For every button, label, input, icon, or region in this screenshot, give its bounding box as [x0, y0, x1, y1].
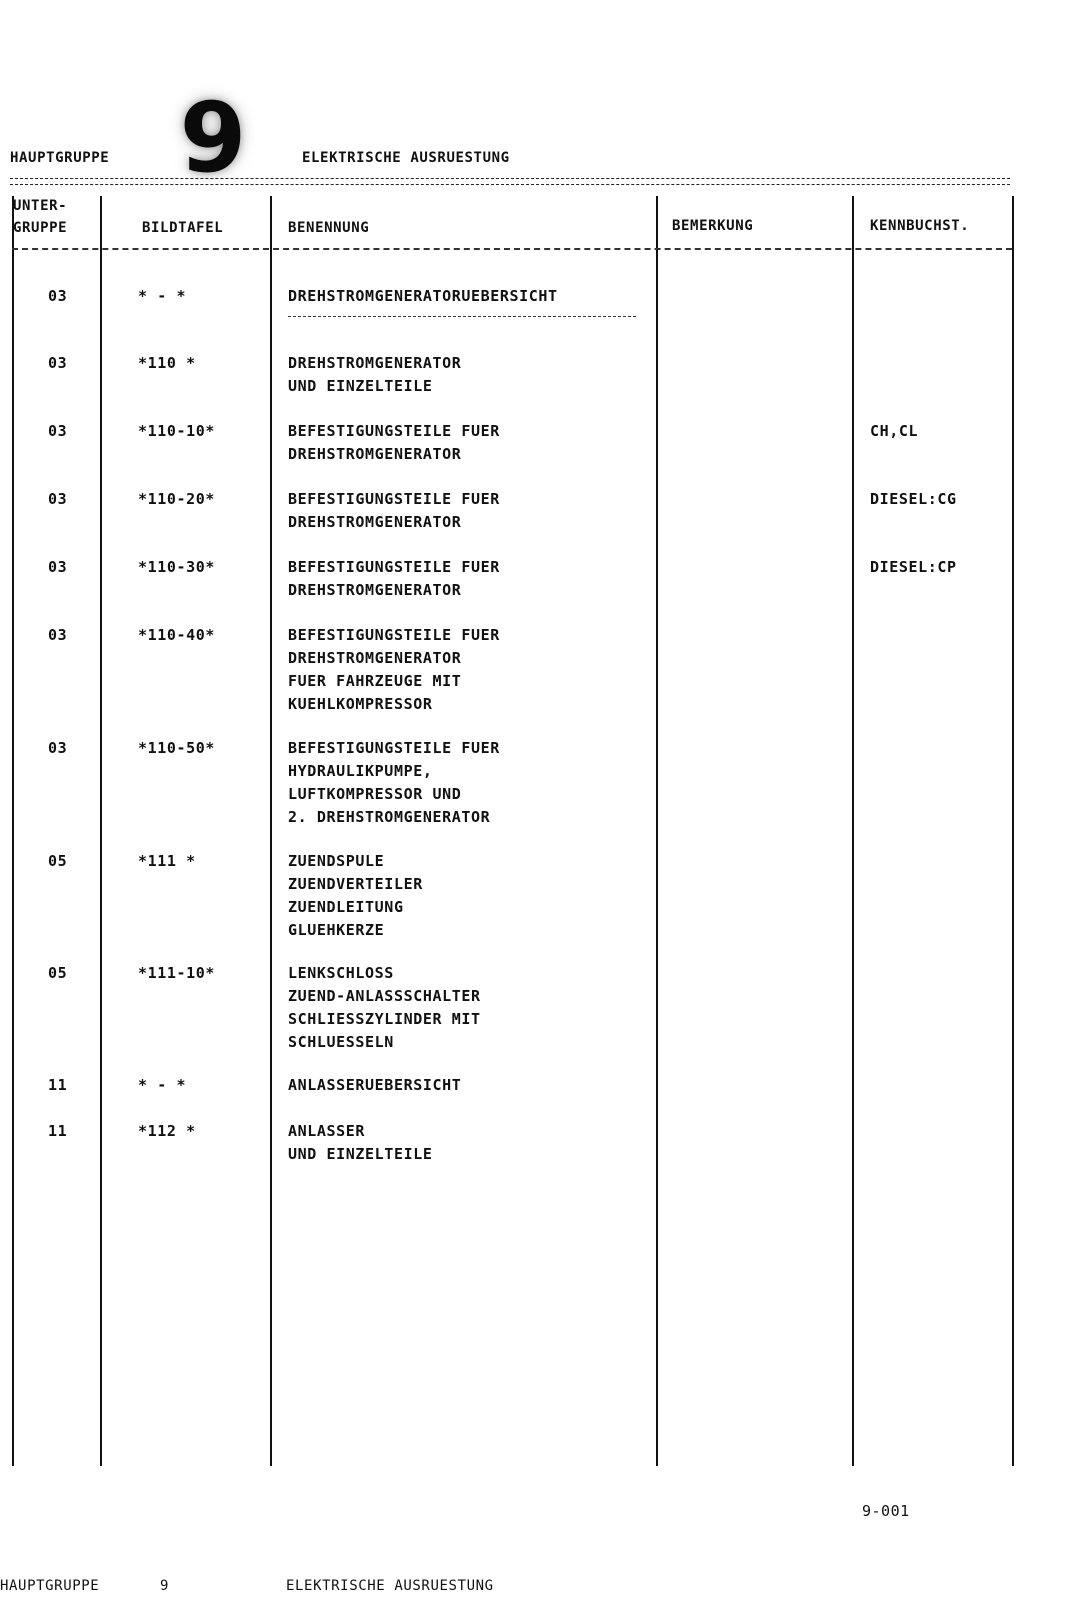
row-bildtafel: *112 *: [138, 1122, 196, 1140]
row-gruppe: 03: [48, 626, 68, 644]
row-benennung: [288, 624, 500, 716]
group-number: 9: [179, 82, 247, 194]
row-benennung-line: HYDRAULIKPUMPE,: [288, 762, 433, 780]
row-bildtafel: *110-20*: [138, 490, 216, 508]
row-benennung-line: BEFESTIGUNGSTEILE FUER: [288, 558, 500, 576]
row-benennung-line: BEFESTIGUNGSTEILE FUER: [288, 739, 500, 757]
header-double-rule: [10, 178, 1010, 185]
col-header-bildtafel: BILDTAFEL: [142, 220, 224, 236]
row-gruppe: 03: [48, 354, 68, 372]
row-gruppe: 03: [48, 287, 68, 305]
row-benennung-line: DREHSTROMGENERATOR: [288, 581, 462, 599]
column-line-right: [1012, 196, 1014, 1466]
row-bildtafel: * - *: [138, 287, 187, 305]
row-benennung: [288, 556, 500, 602]
row-benennung-line: FUER FAHRZEUGE MIT: [288, 672, 462, 690]
row-gruppe: 03: [48, 422, 68, 440]
footer-group-label: HAUPTGRUPPE: [0, 1578, 100, 1594]
row-benennung: [288, 285, 558, 308]
row-benennung-line: DREHSTROMGENERATOR: [288, 649, 462, 667]
row-benennung-line: ZUENDSPULE: [288, 852, 385, 870]
row-benennung-line: ZUENDLEITUNG: [288, 898, 404, 916]
row-benennung-line: DREHSTROMGENERATOR: [288, 445, 462, 463]
row-bildtafel: * - *: [138, 1076, 187, 1094]
page-title: ELEKTRISCHE AUSRUESTUNG: [302, 150, 510, 166]
row-bildtafel: *110-10*: [138, 422, 216, 440]
header-separator: [12, 248, 1012, 250]
row-kennbuchst: CH,CL: [870, 422, 919, 440]
row-benennung-line: UND EINZELTEILE: [288, 1145, 433, 1163]
footer-title: ELEKTRISCHE AUSRUESTUNG: [286, 1578, 494, 1594]
row-bildtafel: *110-30*: [138, 558, 216, 576]
row-bildtafel: *110-50*: [138, 739, 216, 757]
row-benennung-line: BEFESTIGUNGSTEILE FUER: [288, 626, 500, 644]
row-gruppe: 03: [48, 490, 68, 508]
row-kennbuchst: DIESEL:CP: [870, 558, 957, 576]
row-benennung-line: KUEHLKOMPRESSOR: [288, 695, 433, 713]
title-underline: [288, 316, 636, 317]
row-bildtafel: *111-10*: [138, 964, 216, 982]
row-benennung-line: DREHSTROMGENERATORUEBERSICHT: [288, 287, 558, 305]
page-number: 9-001: [862, 1502, 910, 1520]
row-benennung-line: ANLASSERUEBERSICHT: [288, 1076, 462, 1094]
column-line-2: [270, 196, 272, 1466]
row-benennung: [288, 1120, 432, 1166]
row-gruppe: 05: [48, 852, 68, 870]
col-header-benennung: BENENNUNG: [288, 220, 370, 236]
row-benennung-line: SCHLUESSELN: [288, 1033, 394, 1051]
row-benennung-line: ANLASSER: [288, 1122, 366, 1140]
row-benennung-line: GLUEHKERZE: [288, 921, 385, 939]
row-benennung: [288, 962, 481, 1054]
column-line-1: [100, 196, 102, 1466]
column-line-3: [656, 196, 658, 1466]
row-benennung-line: 2. DREHSTROMGENERATOR: [288, 808, 491, 826]
col-header-bemerkung: BEMERKUNG: [672, 218, 754, 234]
col-header-unter: UNTER-: [13, 198, 68, 214]
row-gruppe: 03: [48, 558, 68, 576]
row-bildtafel: *111 *: [138, 852, 196, 870]
row-gruppe: 03: [48, 739, 68, 757]
row-benennung: [288, 420, 500, 466]
row-benennung-line: SCHLIESSZYLINDER MIT: [288, 1010, 481, 1028]
row-benennung-line: ZUENDVERTEILER: [288, 875, 423, 893]
column-line-left: [12, 196, 14, 1466]
row-kennbuchst: DIESEL:CG: [870, 490, 957, 508]
row-benennung-line: LUFTKOMPRESSOR UND: [288, 785, 462, 803]
col-header-gruppe: GRUPPE: [13, 220, 68, 236]
row-benennung: [288, 850, 423, 942]
row-bildtafel: *110 *: [138, 354, 196, 372]
row-benennung: [288, 1074, 461, 1097]
row-benennung: [288, 488, 500, 534]
column-line-4: [852, 196, 854, 1466]
row-benennung: [288, 352, 461, 398]
row-bildtafel: *110-40*: [138, 626, 216, 644]
row-gruppe: 11: [48, 1076, 68, 1094]
footer-group-number: 9: [160, 1578, 170, 1594]
row-benennung-line: DREHSTROMGENERATOR: [288, 513, 462, 531]
main-group-label: HAUPTGRUPPE: [10, 150, 110, 166]
row-gruppe: 11: [48, 1122, 68, 1140]
row-benennung: [288, 737, 500, 829]
col-header-kennbuchst: KENNBUCHST.: [870, 218, 970, 234]
row-benennung-line: DREHSTROMGENERATOR: [288, 354, 462, 372]
row-benennung-line: BEFESTIGUNGSTEILE FUER: [288, 422, 500, 440]
row-gruppe: 05: [48, 964, 68, 982]
row-benennung-line: UND EINZELTEILE: [288, 377, 433, 395]
row-benennung-line: LENKSCHLOSS: [288, 964, 394, 982]
row-benennung-line: BEFESTIGUNGSTEILE FUER: [288, 490, 500, 508]
row-benennung-line: ZUEND-ANLASSSCHALTER: [288, 987, 481, 1005]
